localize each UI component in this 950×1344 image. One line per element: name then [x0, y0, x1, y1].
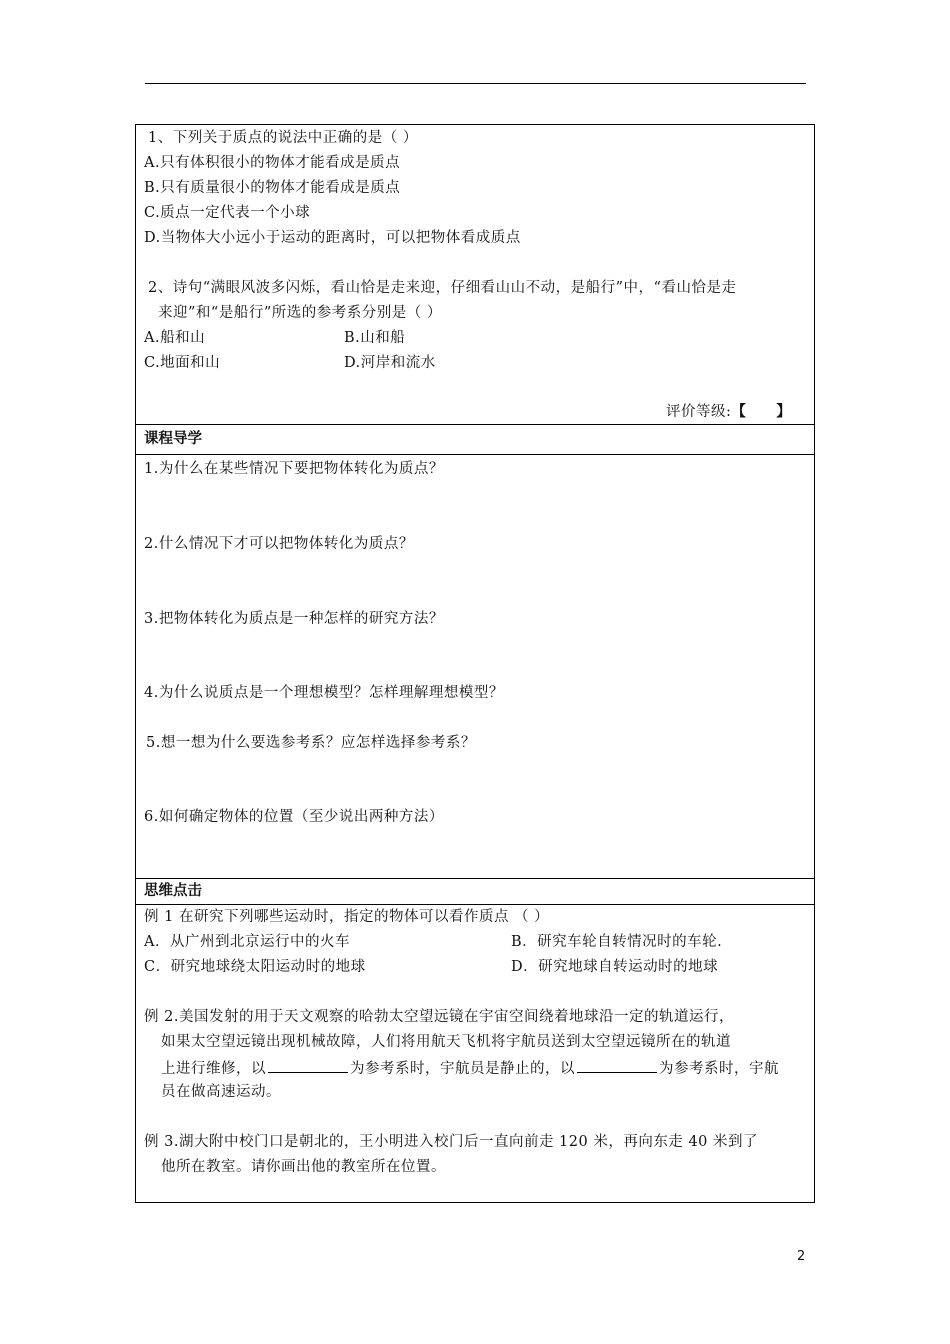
rating-open-bracket: 【	[731, 404, 747, 420]
ex2-blank-1[interactable]	[268, 1058, 348, 1073]
thinking-header	[136, 879, 814, 905]
ex1-option-a: A．从广州到北京运行中的火车	[144, 934, 350, 950]
q1-option-c: C.质点一定代表一个小球	[144, 205, 311, 221]
ex2-line3-part-a: 上进行维修，以	[161, 1061, 266, 1077]
guide-item-3: 3.把物体转化为质点是一种怎样的研究方法？	[144, 611, 444, 627]
header-rule	[145, 83, 806, 84]
guide-title: 课程导学	[144, 431, 202, 447]
ex1-stem: 例 1 在研究下列哪些运动时，指定的物体可以看作质点 （ ）	[144, 909, 550, 925]
page-number: 2	[797, 1249, 806, 1264]
ex2-line4: 员在做高速运动。	[161, 1084, 281, 1100]
ex1-option-d: D．研究地球自转运动时的地球	[511, 959, 719, 975]
ex3-line2: 他所在教室。请你画出他的教室所在位置。	[161, 1159, 446, 1175]
ex2-blank-2[interactable]	[577, 1058, 657, 1073]
ex1-option-c: C．研究地球绕太阳运动时的地球	[144, 959, 366, 975]
thinking-title: 思维点击	[144, 883, 202, 899]
ex2-line2: 如果太空望远镜出现机械故障，人们将用航天飞机将宇航员送到太空望远镜所在的轨道	[161, 1034, 731, 1050]
ex2-line1: 例 2.美国发射的用于天文观察的哈勃太空望远镜在宇宙空间绕着地球沿一定的轨道运行，	[144, 1009, 734, 1025]
rating-label: 评价等级:	[666, 404, 732, 420]
quiz-section	[136, 125, 814, 425]
q2-option-a: A.船和山	[144, 330, 206, 346]
guide-item-5: 5.想一想为什么要选参考系？应怎样选择参考系？	[146, 735, 476, 751]
q1-option-b: B.只有质量很小的物体才能看成是质点	[144, 180, 401, 196]
guide-item-4: 4.为什么说质点是一个理想模型？怎样理解理想模型？	[144, 685, 504, 701]
rating-row	[666, 403, 791, 421]
q2-option-c: C.地面和山	[144, 355, 221, 371]
guide-item-1: 1.为什么在某些情况下要把物体转化为质点？	[144, 461, 444, 477]
worksheet-table	[135, 124, 815, 1203]
q2-stem-line2: 来迎”和“是船行”所选的参考系分别是（ ）	[158, 305, 442, 321]
ex2-line3-part-c: 为参考系时，宇航	[659, 1061, 779, 1077]
ex3-line1: 例 3.湖大附中校门口是朝北的，王小明进入校门后一直向前走 120 米，再向东走 40 米到了	[144, 1134, 759, 1150]
ex2-line3-part-b: 为参考系时，宇航员是静止的，以	[350, 1061, 575, 1077]
guide-header	[136, 425, 814, 455]
q2-option-d: D.河岸和流水	[344, 355, 436, 371]
q1-option-d: D.当物体大小远小于运动的距离时，可以把物体看成质点	[144, 230, 521, 246]
guide-item-2: 2.什么情况下才可以把物体转化为质点？	[144, 536, 414, 552]
guide-item-6: 6.如何确定物体的位置（至少说出两种方法）	[144, 809, 444, 825]
q2-option-b: B.山和船	[344, 330, 406, 346]
q1-stem: 1、下列关于质点的说法中正确的是（ ）	[148, 130, 418, 146]
q1-option-a: A.只有体积很小的物体才能看成是质点	[144, 155, 401, 171]
q2-stem-line1: 2、诗句“满眼风波多闪烁，看山恰是走来迎，仔细看山山不动，是船行”中，“看山恰是走	[148, 280, 737, 296]
ex2-line3	[161, 1058, 779, 1078]
ex1-option-b: B．研究车轮自转情况时的车轮.	[511, 934, 723, 950]
guide-section	[136, 455, 814, 879]
thinking-section	[136, 905, 814, 1202]
rating-close-bracket: 】	[776, 404, 792, 420]
